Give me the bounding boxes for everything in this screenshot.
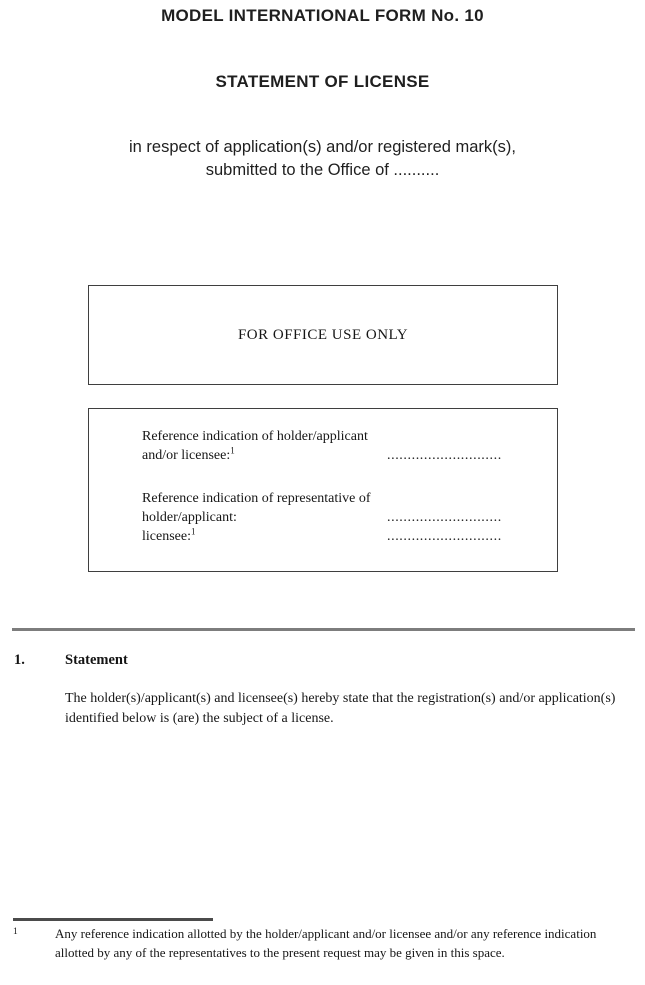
dotted-field-representative-licensee: ............................: [387, 529, 502, 544]
ref-representative-label-part3: licensee:$^1$: [142, 526, 196, 544]
ref-representative-line-3: [142, 527, 557, 546]
statement-body-text: The holder(s)/applicant(s) and licensee(s) hereby state that the registration(s) and/or application(s) identified below is (are) the subject of a license.: [65, 691, 616, 726]
subtitle-line-2: submitted to the Office of ..........: [205, 161, 440, 179]
form-subtitle: [0, 136, 645, 182]
ref-holder-label-part2: and/or licensee:$^1$: [142, 445, 235, 463]
section-divider-rule: [12, 628, 635, 631]
footnote-ref-superscript: 1: [190, 526, 196, 537]
footnote-rule: [13, 918, 213, 921]
ref-representative-line-1: [142, 489, 557, 508]
section-heading: Statement: [65, 652, 128, 668]
office-use-box: [88, 285, 558, 385]
footnote-marker: 1: [13, 927, 18, 937]
ref-representative-label-part2: holder/applicant:: [142, 510, 237, 525]
dotted-field-representative-holder: ............................: [387, 510, 502, 525]
reference-box: [88, 408, 558, 572]
section-number: 1.: [14, 652, 25, 668]
ref-holder-line-1: [142, 427, 557, 446]
subtitle-line-1: in respect of application(s) and/or registered mark(s),: [129, 138, 516, 156]
ref-holder-label-part1: Reference indication of holder/applicant: [142, 429, 368, 444]
office-use-label: FOR OFFICE USE ONLY: [237, 326, 409, 343]
ref-holder-line-2: [142, 446, 557, 465]
dotted-field-holder-licensee: ............................: [387, 448, 502, 463]
reference-box-spacer: [142, 465, 557, 489]
ref-representative-line-2: [142, 508, 557, 527]
ref-representative-label-part1: Reference indication of representative of: [142, 491, 371, 506]
footnote-ref-superscript: 1: [230, 445, 235, 456]
document-title: MODEL INTERNATIONAL FORM No. 10: [161, 6, 484, 25]
form-name: STATEMENT OF LICENSE: [215, 72, 430, 91]
footnote-text: Any reference indication allotted by the holder/applicant and/or licensee and/or any reference indication allotted by any of the representatives to the present request may be given in this space.: [55, 926, 597, 960]
